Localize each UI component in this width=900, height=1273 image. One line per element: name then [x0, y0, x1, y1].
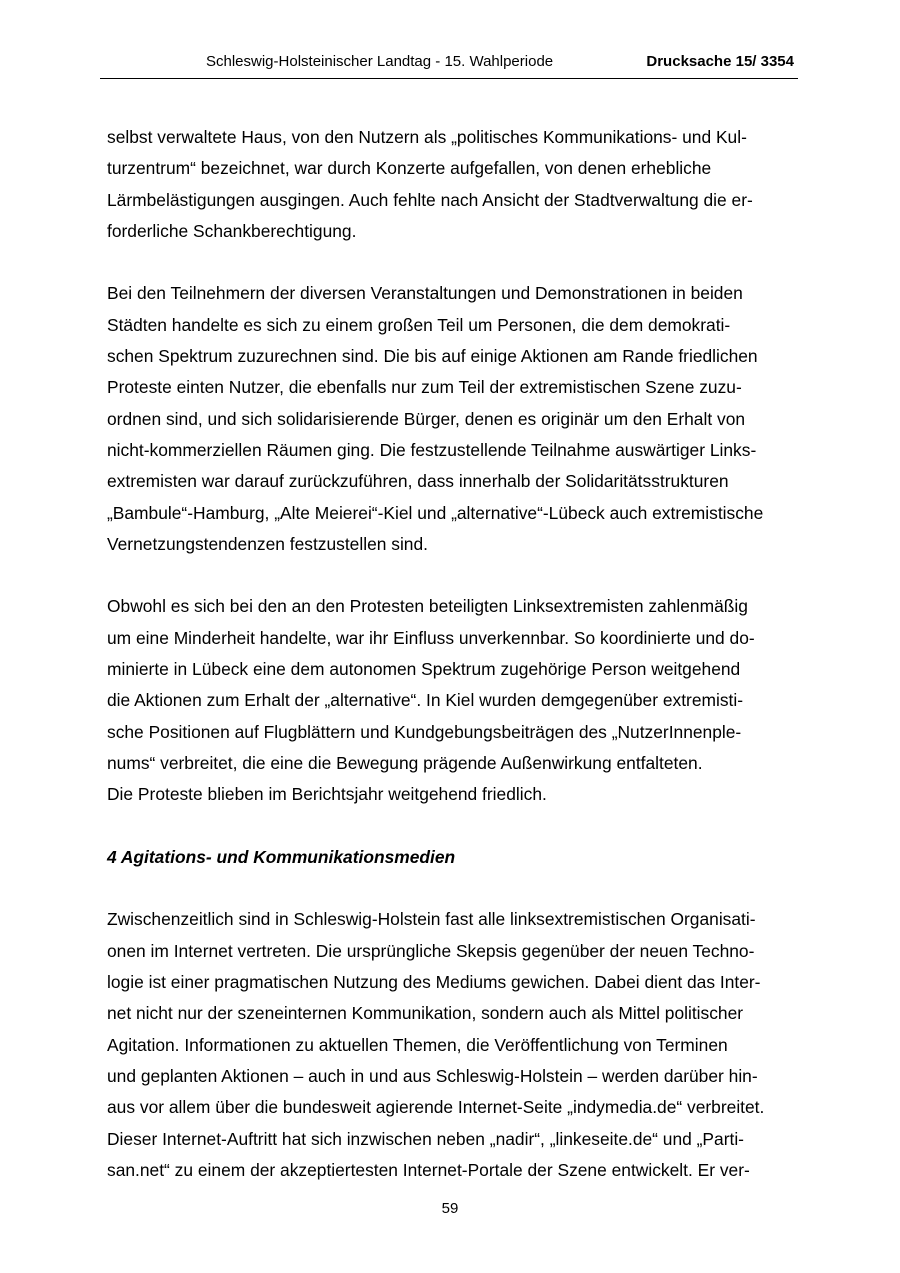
text-line: Dieser Internet-Auftritt hat sich inzwischen neben „nadir“, „linkeseite.de“ und „Parti-	[107, 1128, 744, 1149]
text-line: um eine Minderheit handelte, war ihr Einfluss unverkennbar. So koordinierte und do-	[107, 627, 755, 648]
paragraph-gap	[107, 247, 807, 278]
text-line: Obwohl es sich bei den an den Protesten beteiligten Linksextremisten zahlenmäßig	[107, 596, 748, 617]
text-line: minierte in Lübeck eine dem autonomen Spektrum zugehörige Person weitgehend	[107, 659, 741, 680]
page-number: 59	[441, 1200, 459, 1217]
section-heading: 4 Agitations- und Kommunikationsmedien	[107, 846, 456, 867]
paragraph-gap	[107, 560, 807, 591]
text-line: ordnen sind, und sich solidarisierende Bürger, denen es originär um den Erhalt von	[107, 408, 746, 429]
text-line: extremisten war darauf zurückzuführen, dass innerhalb der Solidaritätsstrukturen	[107, 471, 729, 492]
text-line: Städten handelte es sich zu einem großen Teil um Personen, die dem demokrati-	[107, 314, 731, 335]
text-line: Bei den Teilnehmern der diversen Veranstaltungen und Demonstrationen in beiden	[107, 283, 743, 304]
text-line: schen Spektrum zuzurechnen sind. Die bis auf einige Aktionen am Rande friedlichen	[107, 346, 758, 367]
section-paragraph	[107, 904, 807, 1186]
text-line: Vernetzungstendenzen festzustellen sind.	[107, 533, 428, 554]
paragraph-3	[107, 591, 807, 810]
paragraph-gap	[107, 873, 807, 904]
text-line: aus vor allem über die bundesweit agierende Internet-Seite „indymedia.de“ verbreitet.	[107, 1097, 765, 1118]
text-line: Lärmbelästigungen ausgingen. Auch fehlte nach Ansicht der Stadtverwaltung die er-	[107, 189, 753, 210]
text-line: nums“ verbreitet, die eine die Bewegung prägende Außenwirkung entfalteten.	[107, 752, 703, 773]
text-line: Agitation. Informationen zu aktuellen Themen, die Veröffentlichung von Terminen	[107, 1034, 728, 1055]
paragraph-gap	[107, 811, 807, 842]
text-line: und geplanten Aktionen – auch in und aus Schleswig-Holstein – werden darüber hin-	[107, 1065, 758, 1086]
header-title: Schleswig-Holsteinischer Landtag - 15. Wahlperiode	[206, 53, 554, 70]
header-doc-number: Drucksache 15/ 3354	[646, 53, 794, 70]
text-line: nicht-kommerziellen Räumen ging. Die festzustellende Teilnahme auswärtiger Links-	[107, 439, 757, 460]
text-line: selbst verwaltete Haus, von den Nutzern als „politisches Kommunikations- und Kul-	[107, 127, 747, 147]
document-body	[107, 122, 807, 1186]
text-line: „Bambule“-Hamburg, „Alte Meierei“-Kiel und „alternative“-Lübeck auch extremistische	[107, 502, 764, 523]
paragraph-2	[107, 278, 807, 560]
text-line: san.net“ zu einem der akzeptiertesten Internet-Portale der Szene entwickelt. Er ver-	[107, 1159, 750, 1180]
text-line: die Aktionen zum Erhalt der „alternative“. In Kiel wurden demgegenüber extremisti-	[107, 690, 744, 711]
page-header	[100, 0, 798, 79]
text-line: Die Proteste blieben im Berichtsjahr weitgehend friedlich.	[107, 784, 547, 805]
text-line: sche Positionen auf Flugblättern und Kundgebungsbeiträgen des „NutzerInnenple-	[107, 721, 742, 742]
text-line: forderliche Schankberechtigung.	[107, 220, 357, 241]
text-line: net nicht nur der szeneinternen Kommunikation, sondern auch als Mittel politischer	[107, 1003, 744, 1024]
text-line: Proteste einten Nutzer, die ebenfalls nur zum Teil der extremistischen Szene zuzu-	[107, 377, 742, 398]
text-line: logie ist einer pragmatischen Nutzung des Mediums gewichen. Dabei dient das Inter-	[107, 972, 761, 993]
text-line: turzentrum“ bezeichnet, war durch Konzerte aufgefallen, von denen erhebliche	[107, 158, 712, 179]
paragraph-1	[107, 122, 807, 247]
text-line: Zwischenzeitlich sind in Schleswig-Holstein fast alle linksextremistischen Organisati-	[107, 909, 756, 930]
text-line: onen im Internet vertreten. Die ursprüngliche Skepsis gegenüber der neuen Techno-	[107, 940, 755, 961]
